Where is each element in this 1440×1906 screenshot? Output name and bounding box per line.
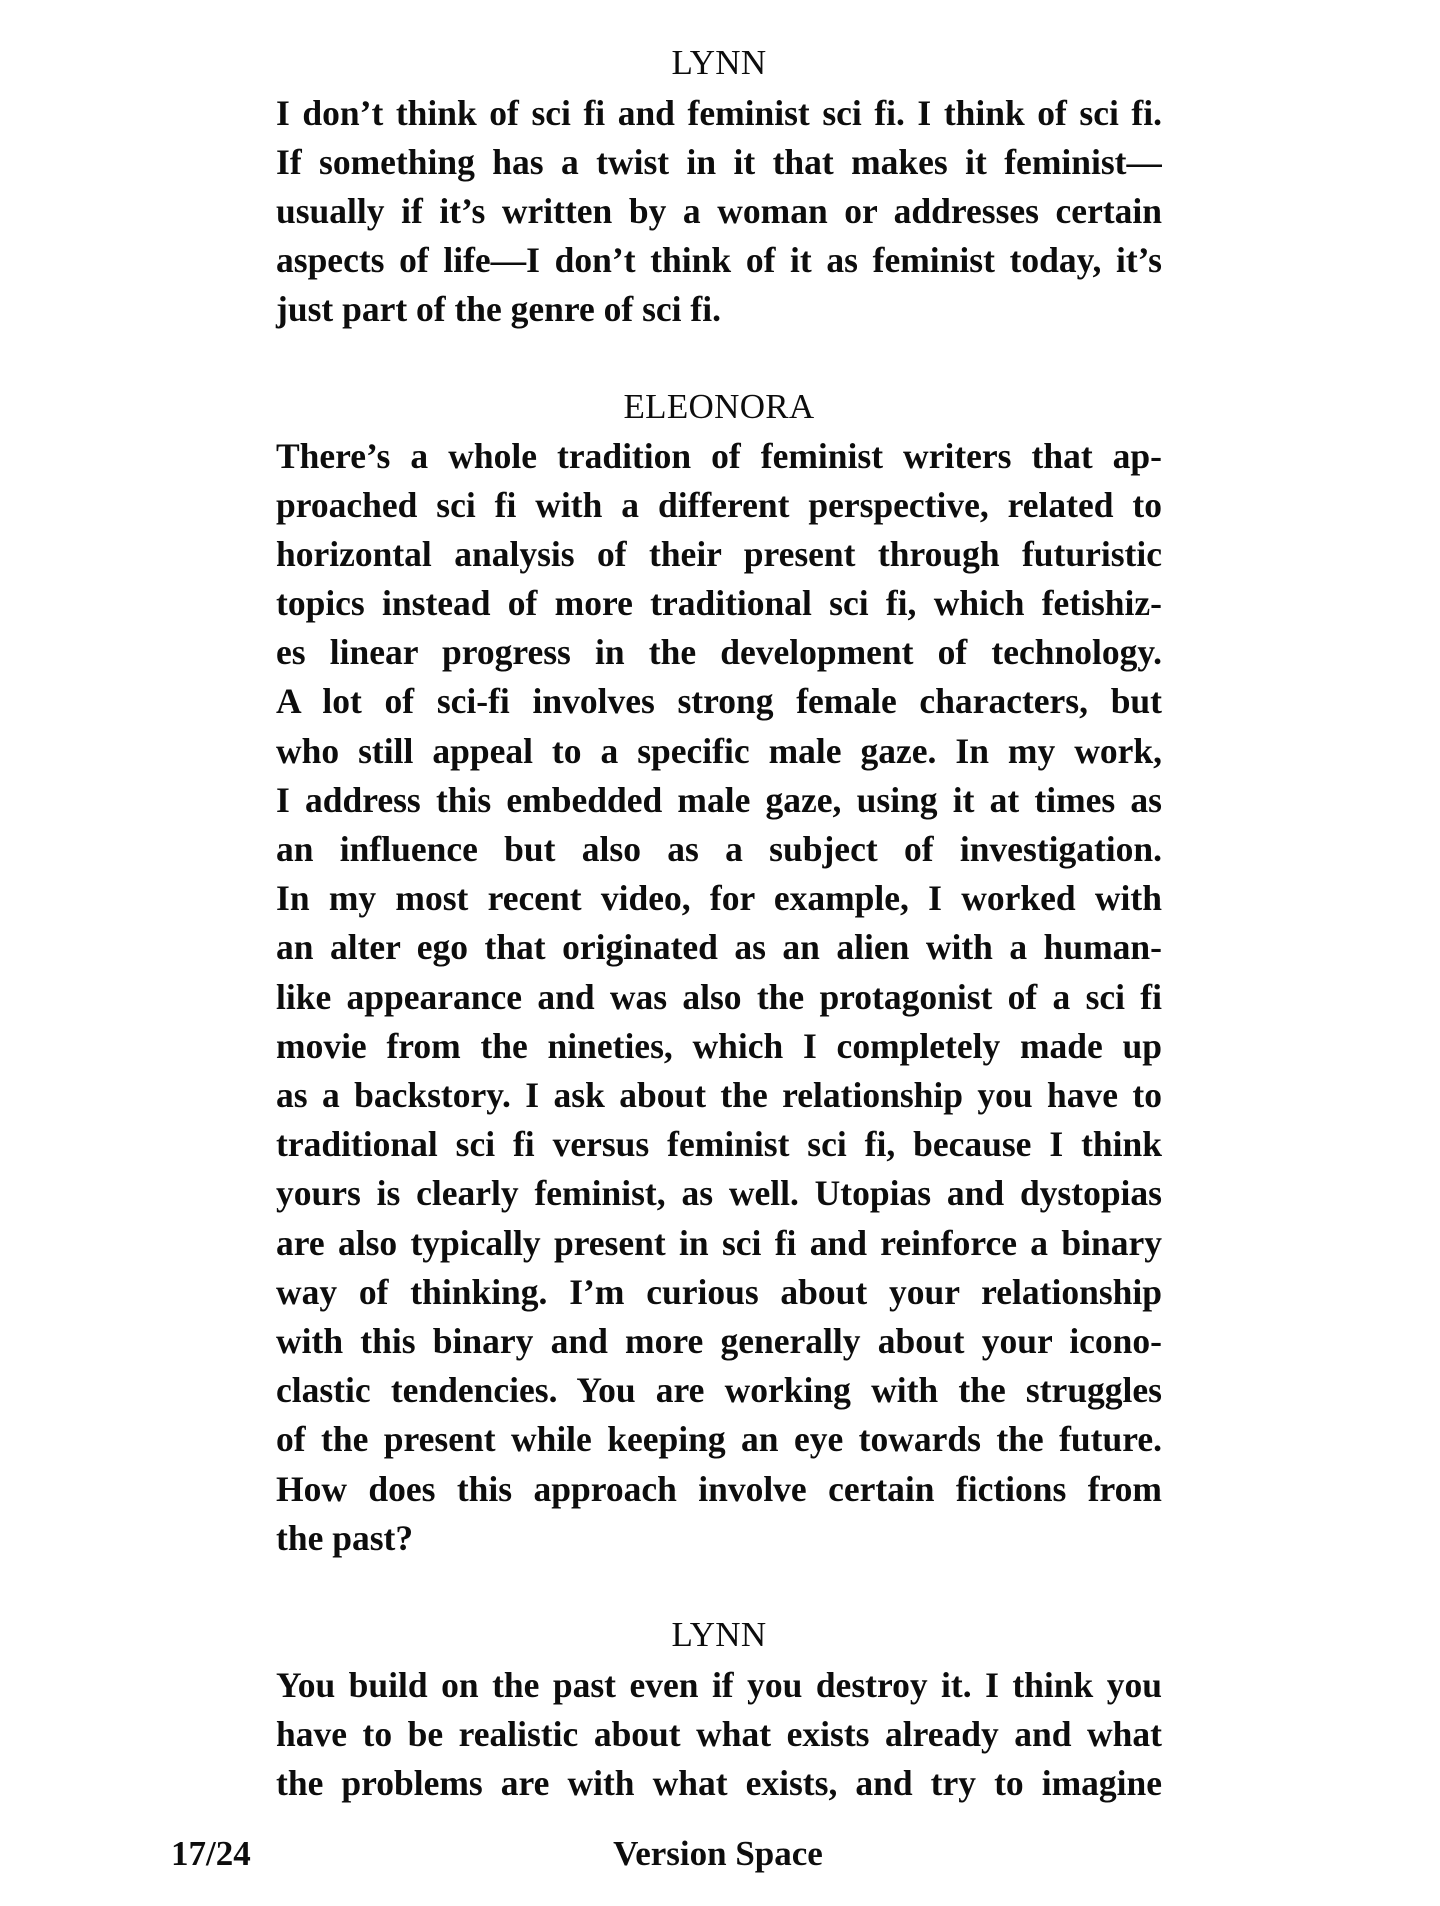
body-line: like appearance and was also the protagonist of a sci fi: [276, 977, 1162, 1017]
body-line: traditional sci fi versus feminist sci fi, because I think: [276, 1124, 1162, 1164]
running-footer-title: Version Space: [613, 1834, 823, 1873]
body-line: as a backstory. I ask about the relationship you have to: [276, 1075, 1162, 1115]
speaker-name-eleonora: ELEONORA: [623, 387, 815, 426]
body-line: aspects of life—I don’t think of it as feminist today, it’s: [276, 240, 1162, 280]
body-line: yours is clearly feminist, as well. Utopias and dystopias: [276, 1173, 1162, 1213]
body-line: the problems are with what exists, and try to imagine: [276, 1763, 1162, 1803]
body-line: way of thinking. I’m curious about your relationship: [276, 1272, 1162, 1312]
body-line: have to be realistic about what exists already and what: [276, 1714, 1162, 1754]
body-line: with this binary and more generally about your icono-: [276, 1321, 1162, 1361]
body-line: I address this embedded male gaze, using it at times as: [276, 780, 1162, 820]
body-line: You build on the past even if you destroy it. I think you: [276, 1665, 1162, 1705]
body-line: an alter ego that originated as an alien with a human-: [276, 927, 1162, 967]
body-line: are also typically present in sci fi and reinforce a binary: [276, 1223, 1162, 1263]
body-line: usually if it’s written by a woman or addresses certain: [276, 191, 1162, 231]
page-number: 17/24: [171, 1834, 251, 1873]
body-line: es linear progress in the development of technology.: [276, 632, 1162, 672]
body-line: In my most recent video, for example, I worked with: [276, 878, 1162, 918]
body-line: topics instead of more traditional sci fi, which fetishiz-: [276, 583, 1162, 623]
body-line: If something has a twist in it that makes it feminist—: [276, 142, 1162, 182]
body-line: A lot of sci-fi involves strong female characters, but: [276, 681, 1162, 721]
speaker-name-lynn: LYNN: [671, 43, 767, 82]
body-line: There’s a whole tradition of feminist writers that ap-: [276, 436, 1162, 476]
body-line: just part of the genre of sci fi.: [276, 289, 721, 329]
speaker-name-lynn: LYNN: [671, 1615, 767, 1654]
body-line: of the present while keeping an eye towards the future.: [276, 1419, 1162, 1459]
body-line: I don’t think of sci fi and feminist sci fi. I think of sci fi.: [276, 93, 1162, 133]
body-line: who still appeal to a specific male gaze. In my work,: [276, 731, 1162, 771]
body-line: horizontal analysis of their present through futuristic: [276, 534, 1162, 574]
body-line: How does this approach involve certain fictions from: [276, 1469, 1162, 1509]
body-line: an influence but also as a subject of investigation.: [276, 829, 1162, 869]
body-line: proached sci fi with a different perspective, related to: [276, 485, 1162, 525]
body-line: clastic tendencies. You are working with the struggles: [276, 1370, 1162, 1410]
body-line: movie from the nineties, which I completely made up: [276, 1026, 1162, 1066]
body-line: the past?: [276, 1518, 414, 1558]
